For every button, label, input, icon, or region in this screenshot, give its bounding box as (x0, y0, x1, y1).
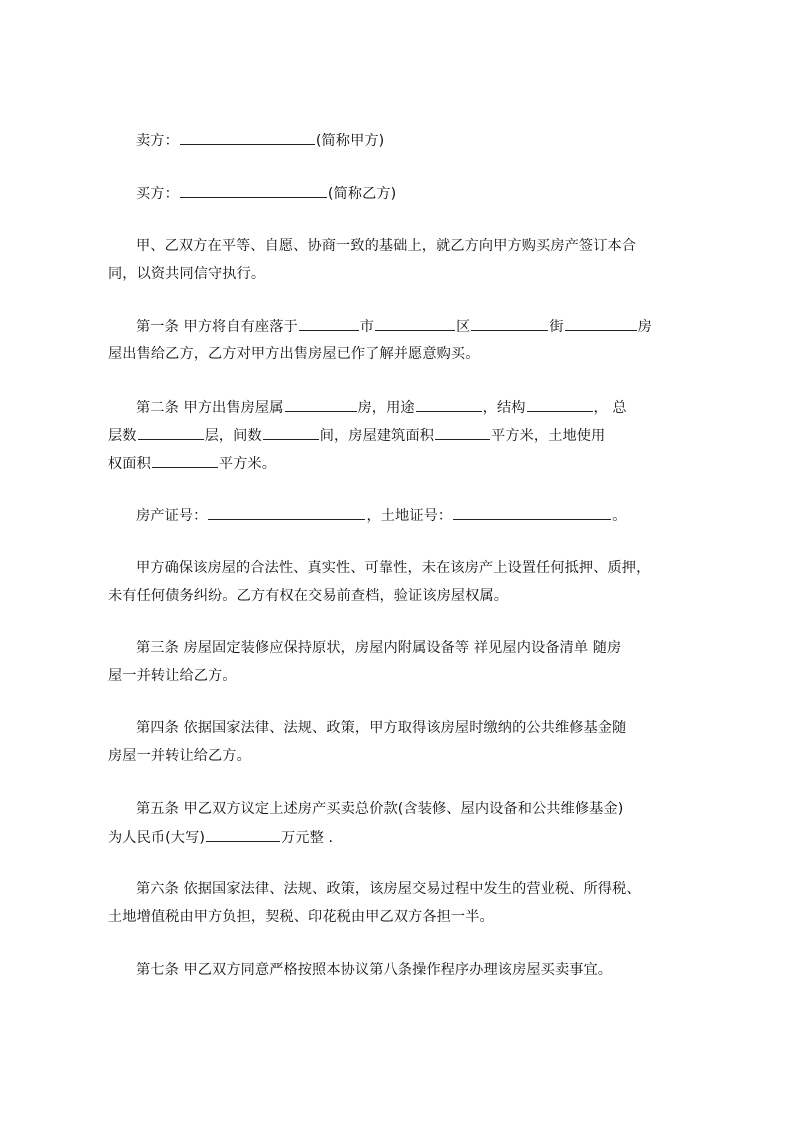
buyer-name-field[interactable] (180, 183, 327, 198)
certificate-line (136, 505, 626, 526)
intro-line-1: 甲、乙双方在平等、自愿、协商一致的基础上，就乙方向甲方购买房产签订本合 (136, 238, 637, 254)
house-label: 房 (637, 319, 652, 335)
land-area-unit: 平方米。 (218, 456, 277, 472)
guarantee-line-2: 未有任何债务纠纷。乙方有权在交易前查档，验证该房屋权属。 (108, 588, 509, 604)
property-type-field[interactable] (285, 397, 357, 412)
street-label: 街 (549, 319, 564, 335)
price-field[interactable] (206, 827, 280, 842)
buyer-label: 买方： (136, 186, 179, 202)
land-area-field[interactable] (152, 453, 218, 468)
article-2-line-1 (136, 397, 627, 418)
article-5-line-2 (108, 827, 333, 848)
land-cert-label: ，土地证号： (366, 508, 453, 524)
seller-suffix: (简称甲方) (315, 133, 385, 149)
article-2-text-1: 房，用途 (357, 400, 415, 416)
buyer-suffix: (简称乙方) (327, 186, 397, 202)
article-2-text-3: ， 总 (593, 400, 627, 416)
land-cert-field[interactable] (453, 505, 611, 520)
article-2-line-3 (108, 453, 276, 474)
floors-label: 层数 (108, 428, 137, 444)
district-field[interactable] (375, 316, 455, 331)
article-3-line-2: 屋一并转让给乙方。 (108, 668, 237, 684)
intro-line-2: 同，以资共同信守执行。 (108, 266, 266, 282)
article-1-line-2: 屋出售给乙方，乙方对甲方出售房屋已作了解并愿意购买。 (108, 346, 480, 362)
district-label: 区 (456, 319, 471, 335)
price-label: 为人民币(大写) (108, 830, 205, 846)
article-1-prefix: 第一条 甲方将自有座落于 (136, 319, 298, 335)
rooms-label: 层，间数 (204, 428, 262, 444)
article-6-line-1: 第六条 依据国家法律、法规、政策，该房屋交易过程中发生的营业税、所得税、 (136, 881, 641, 897)
floors-field[interactable] (138, 425, 204, 440)
article-2-text-2: ，结构 (482, 400, 526, 416)
article-2-prefix: 第二条 甲方出售房屋属 (136, 400, 284, 416)
building-area-label: 间，房屋建筑面积 (319, 428, 435, 444)
land-use-label: 平方米，土地使用 (491, 428, 606, 444)
article-5-line-1: 第五条 甲乙双方议定上述房产买卖总价款(含装修、屋内设备和公共维修基金) (136, 801, 624, 817)
article-4-line-2: 房屋一并转让给乙方。 (108, 748, 251, 764)
article-1-line-1 (136, 316, 652, 337)
article-2-line-2 (108, 425, 605, 446)
seller-line (136, 130, 384, 151)
structure-field[interactable] (527, 397, 593, 412)
property-cert-label: 房产证号： (136, 508, 208, 524)
building-area-field[interactable] (435, 425, 490, 440)
property-cert-field[interactable] (208, 505, 365, 520)
seller-name-field[interactable] (180, 130, 315, 145)
guarantee-line-1: 甲方确保该房屋的合法性、真实性、可靠性，未在该房产上设置任何抵押、质押， (136, 560, 651, 576)
city-label: 市 (359, 319, 375, 335)
city-field[interactable] (299, 316, 359, 331)
seller-label: 卖方： (136, 133, 179, 149)
usage-field[interactable] (416, 397, 482, 412)
article-6-line-2: 土地增值税由甲方负担，契税、印花税由甲乙双方各担一半。 (108, 909, 494, 925)
street-field[interactable] (471, 316, 548, 331)
article-7-line-1: 第七条 甲乙双方同意严格按照本协议第八条操作程序办理该房屋买卖事宜。 (136, 962, 613, 978)
land-area-label: 权面积 (108, 456, 151, 472)
article-3-line-1: 第三条 房屋固定装修应保持原状，房屋内附属设备等 祥见屋内设备清单 随房 (136, 640, 622, 656)
certificate-end: 。 (612, 508, 627, 524)
price-unit: 万元整 . (281, 830, 334, 846)
house-field[interactable] (565, 316, 637, 331)
article-4-line-1: 第四条 依据国家法律、法规、政策，甲方取得该房屋时缴纳的公共维修基金随 (136, 720, 627, 736)
rooms-field[interactable] (263, 425, 319, 440)
buyer-line (136, 183, 396, 204)
